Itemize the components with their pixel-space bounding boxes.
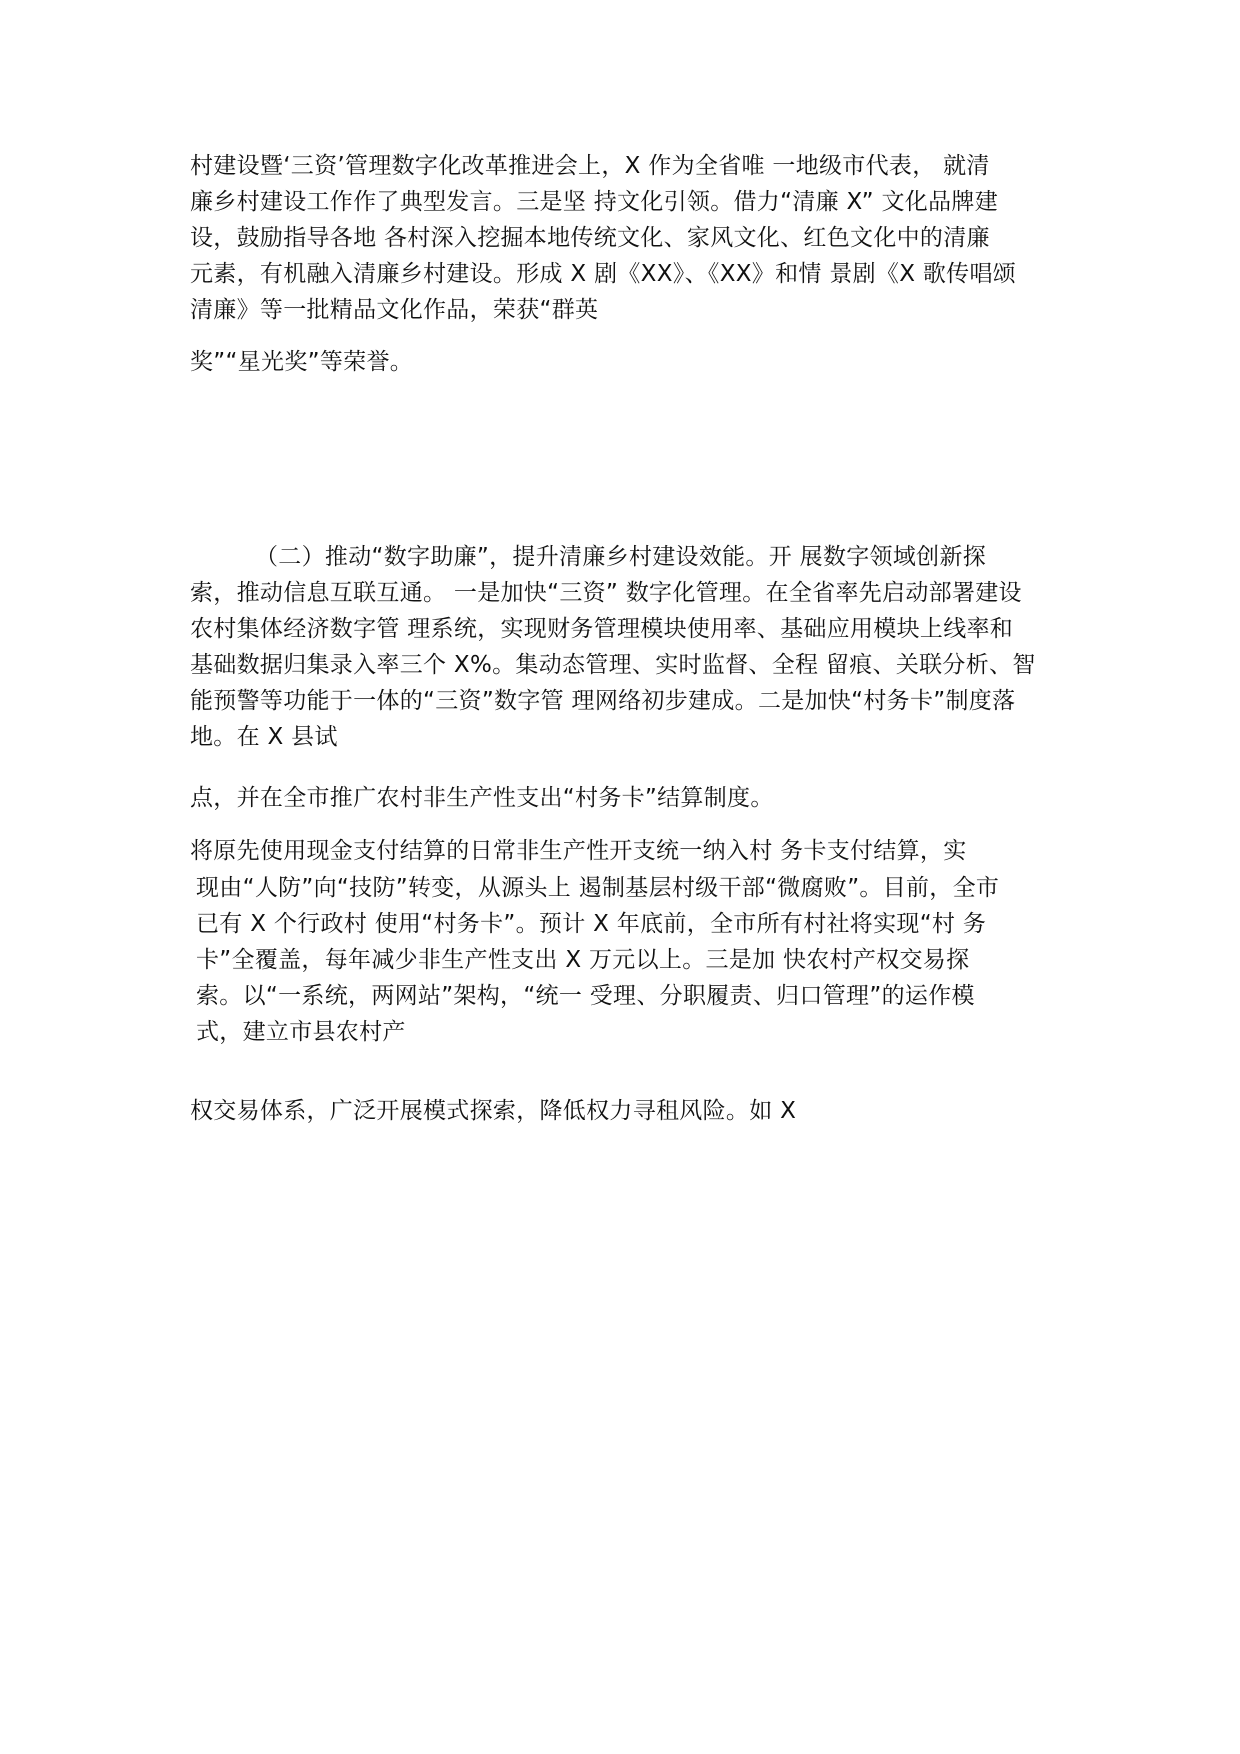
paragraph-line: 点，并在全市推广农村非生产性支出“村务卡”结算制度。 — [190, 785, 774, 811]
paragraph-line: 卡”全覆盖，每年减少非生产性支出 X 万元以上。三是加 快农村产权交易探 — [196, 947, 970, 973]
paragraph-line: 现由“人防”向“技防”转变，从源头上 遏制基层村级干部“微腐败”。目前，全市 — [196, 875, 1000, 901]
paragraph-line: 地。在 X 县试 — [190, 724, 338, 750]
paragraph-line: 农村集体经济数字管 理系统，实现财务管理模块使用率、基础应用模块上线率和 — [190, 616, 1014, 642]
paragraph-line: 奖”“星光奖”等荣誉。 — [190, 349, 414, 375]
paragraph-line: 索，推动信息互联互通。 一是加快“三资” 数字化管理。在全省率先启动部署建设 — [190, 580, 1022, 606]
paragraph-line: 已有 X 个行政村 使用“村务卡”。预计 X 年底前，全市所有村社将实现“村 务 — [196, 911, 987, 937]
paragraph-line: 基础数据归集录入率三个 X%。集动态管理、实时监督、全程 留痕、关联分析、智 — [190, 652, 1036, 678]
paragraph-line: 将原先使用现金支付结算的日常非生产性开支统一纳入村 务卡支付结算，实 — [190, 838, 967, 864]
paragraph-line: 权交易体系，广泛开展模式探索，降低权力寻租风险。如 X — [190, 1098, 797, 1124]
paragraph-line: 式，建立市县农村产 — [196, 1019, 406, 1045]
paragraph-line: 廉乡村建设工作作了典型发言。三是坚 持文化引领。借力“清廉 X” 文化品牌建 — [190, 189, 998, 215]
paragraph-line: 索。以“一系统，两网站”架构，“统一 受理、分职履责、归口管理”的运作模 — [196, 983, 975, 1009]
paragraph-line: 设，鼓励指导各地 各村深入挖掘本地传统文化、家风文化、红色文化中的清廉 — [190, 225, 990, 251]
paragraph-line: 清廉》等一批精品文化作品，荣获“群英 — [190, 297, 599, 323]
paragraph-line: 村建设暨‘三资’管理数字化改革推进会上，X 作为全省唯 一地级市代表， 就清 — [190, 153, 990, 179]
section-heading-line: （二）推动“数字助廉”，提升清廉乡村建设效能。开 展数字领域创新探 — [255, 544, 987, 570]
paragraph-line: 元素，有机融入清廉乡村建设。形成 X 剧《XX》、《XX》和情 景剧《X 歌传唱颂 — [190, 261, 1017, 287]
paragraph-line: 能预警等功能于一体的“三资”数字管 理网络初步建成。二是加快“村务卡”制度落 — [190, 688, 1016, 714]
